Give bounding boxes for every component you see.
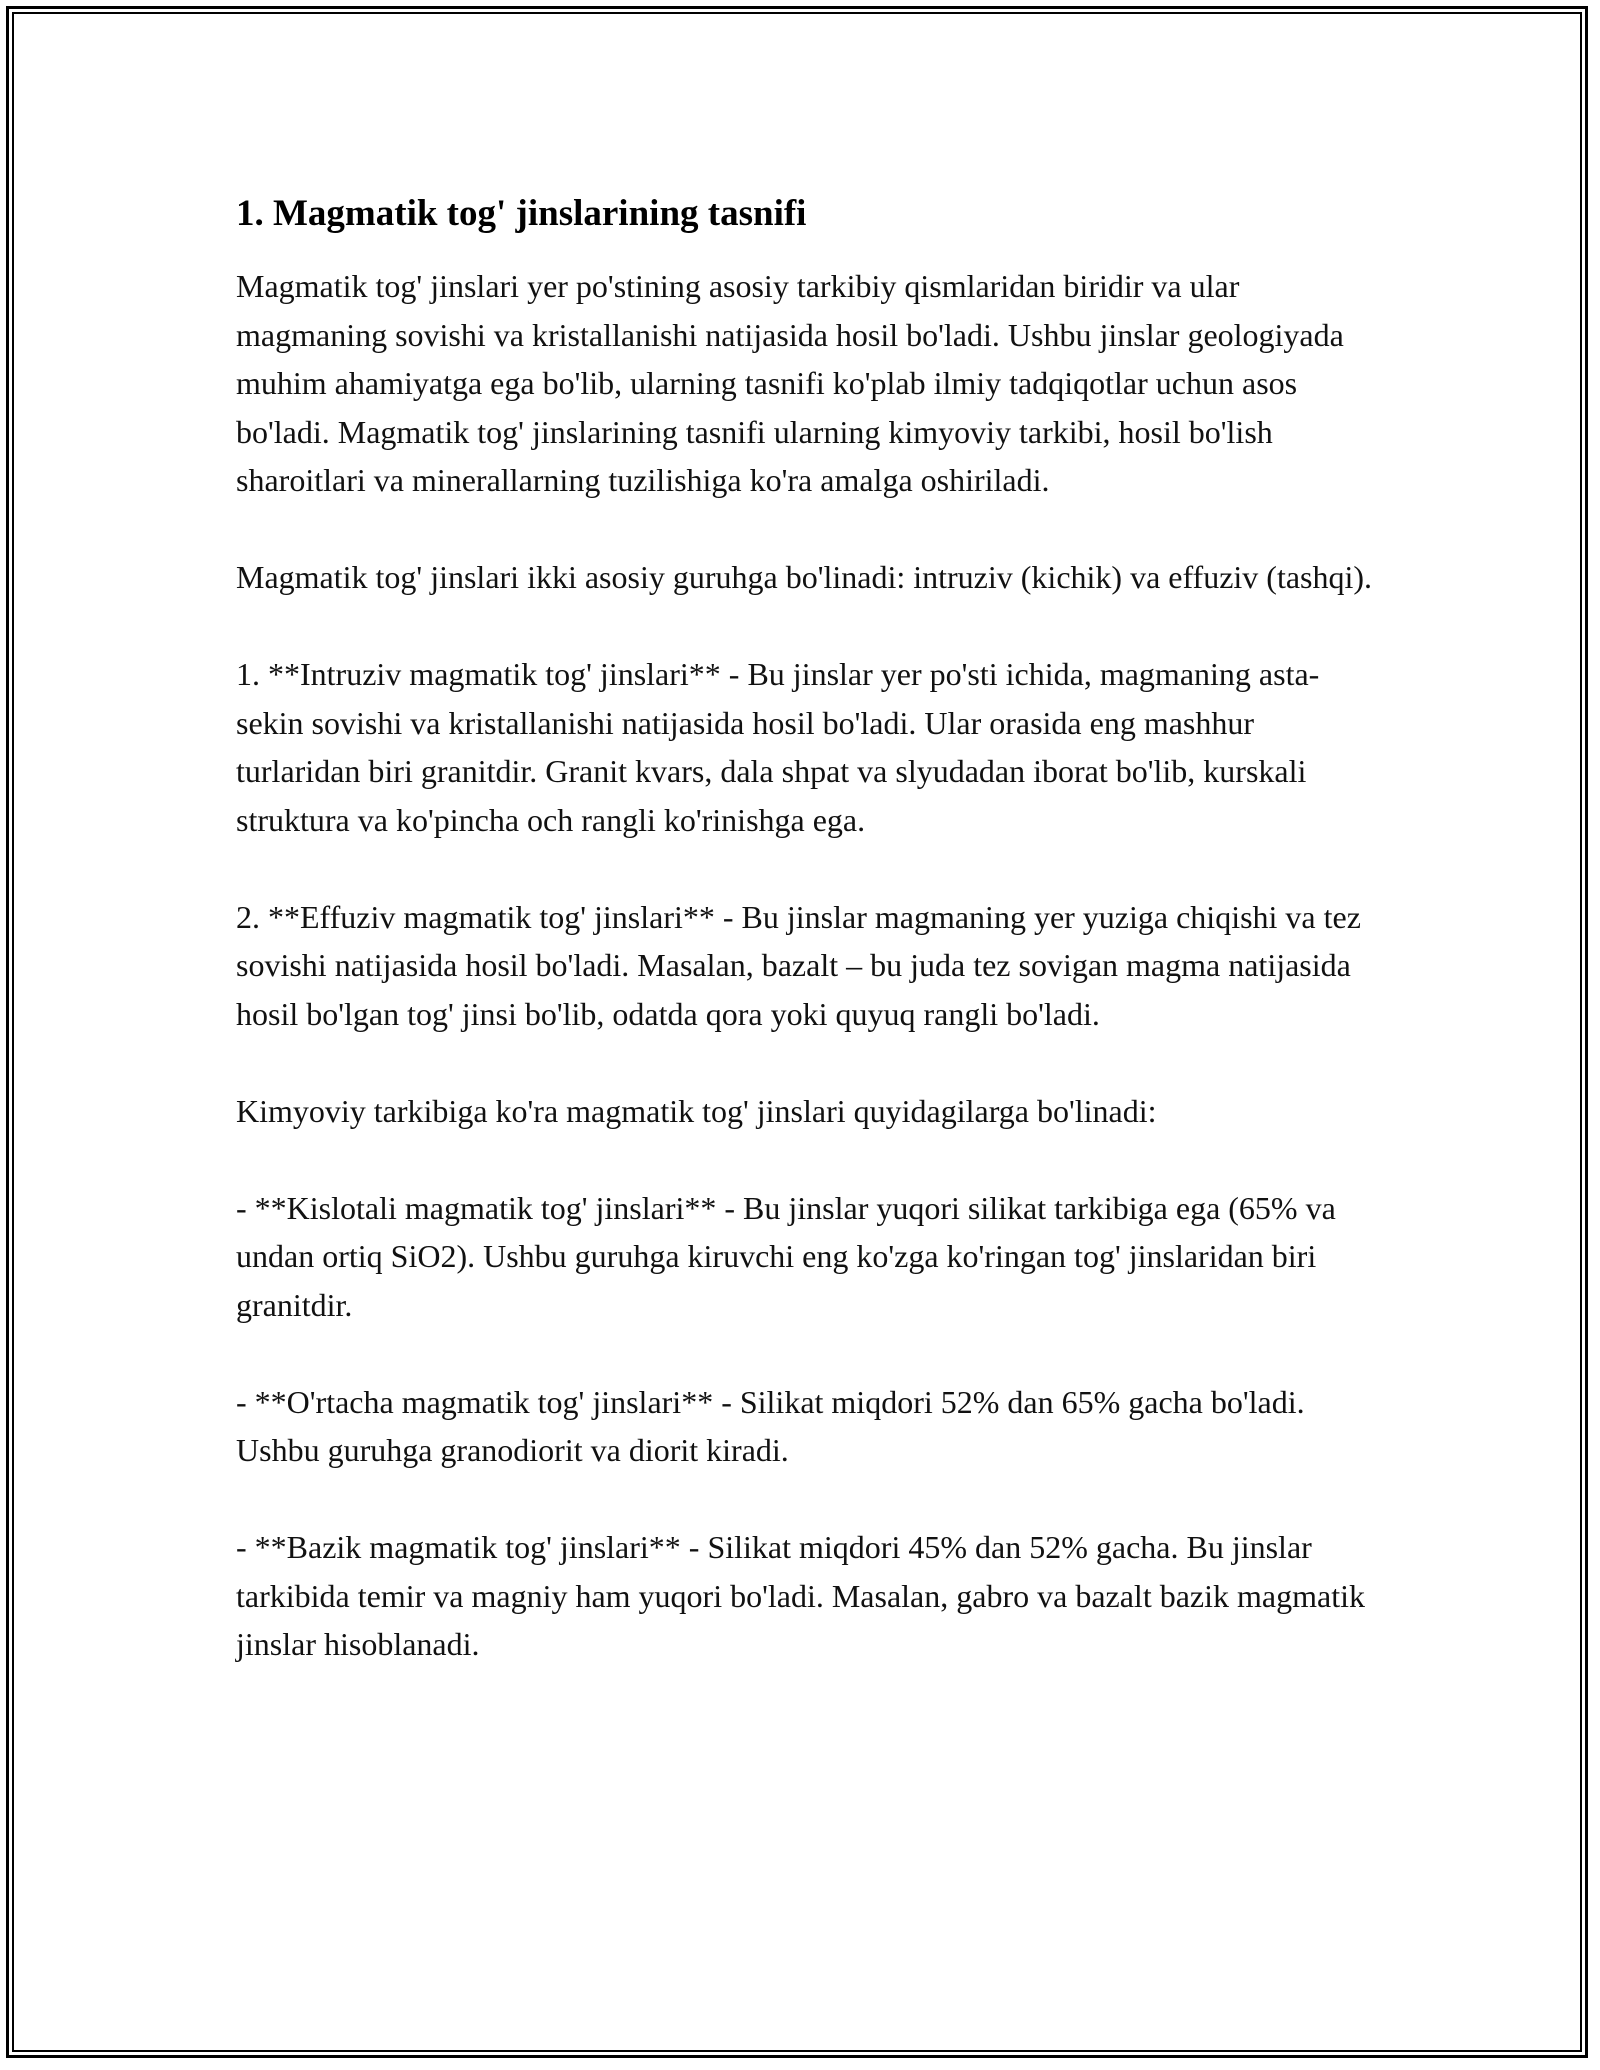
paragraph-acidic: - **Kislotali magmatik tog' jinslari** - Bu jinslar yuqori silikat tarkibiga ega (65% va undan ortiq SiO2). Ushbu guruhga kiruvchi eng ko'zga ko'ringan tog' jinslaridan biri granitdir.: [236, 1189, 1336, 1323]
paragraph-intermediate: - **O'rtacha magmatik tog' jinslari** - Silikat miqdori 52% dan 65% gacha bo'ladi. Ushbu guruhga granodiorit va diorit kiradi.: [236, 1383, 1305, 1468]
paragraph-effusive: 2. **Effuziv magmatik tog' jinslari** - Bu jinslar magmaning yer yuziga chiqishi va tez sovishi natijasida hosil bo'ladi. Masalan, bazalt – bu juda tez sovigan magma natijasida hosil bo'lgan tog' jinsi bo'lib, odatda qora yoki quyuq rangli bo'ladi.: [236, 898, 1361, 1032]
paragraph-intrusive: 1. **Intruziv magmatik tog' jinslari** - Bu jinslar yer po'sti ichida, magmaning asta-sekin sovishi va kristallanishi natijasida hosil bo'ladi. Ular orasida eng mashhur turlaridan biri granitdir. Granit kvars, dala shpat va slyudadan iborat bo'lib, kurskali struktura va ko'pincha och rangli ko'rinishga ega.: [236, 656, 1320, 838]
paragraph-chemical-intro: Kimyoviy tarkibiga ko'ra magmatik tog' jinslari quyidagilarga bo'linadi:: [236, 1092, 1157, 1129]
paragraph-intro: Magmatik tog' jinslari yer po'stining asosiy tarkibiy qismlaridan biridir va ular magmaning sovishi va kristallanishi natijasida hosil bo'ladi. Ushbu jinslar geologiyada muhim ahamiyatga ega bo'lib, ularning tasnifi ko'plab ilmiy tadqiqotlar uchun asos bo'ladi. Magmatik tog' jinslarining tasnifi ularning kimyoviy tarkibi, hosil bo'lish sharoitlari va minerallarning tuzilishiga ko'ra amalga oshiriladi.: [236, 268, 1344, 498]
paragraph-basic: - **Bazik magmatik tog' jinslari** - Silikat miqdori 45% dan 52% gacha. Bu jinslar tarkibida temir va magniy ham yuqori bo'ladi. Masalan, gabro va bazalt bazik magmatik jinslar hisoblanadi.: [236, 1529, 1365, 1662]
document-title: 1. Magmatik tog' jinslarining tasnifi: [236, 193, 807, 234]
document-body: [236, 190, 1376, 1669]
paragraph-groups: Magmatik tog' jinslari ikki asosiy guruhga bo'linadi: intruziv (kichik) va effuziv (tashqi).: [236, 559, 1373, 595]
